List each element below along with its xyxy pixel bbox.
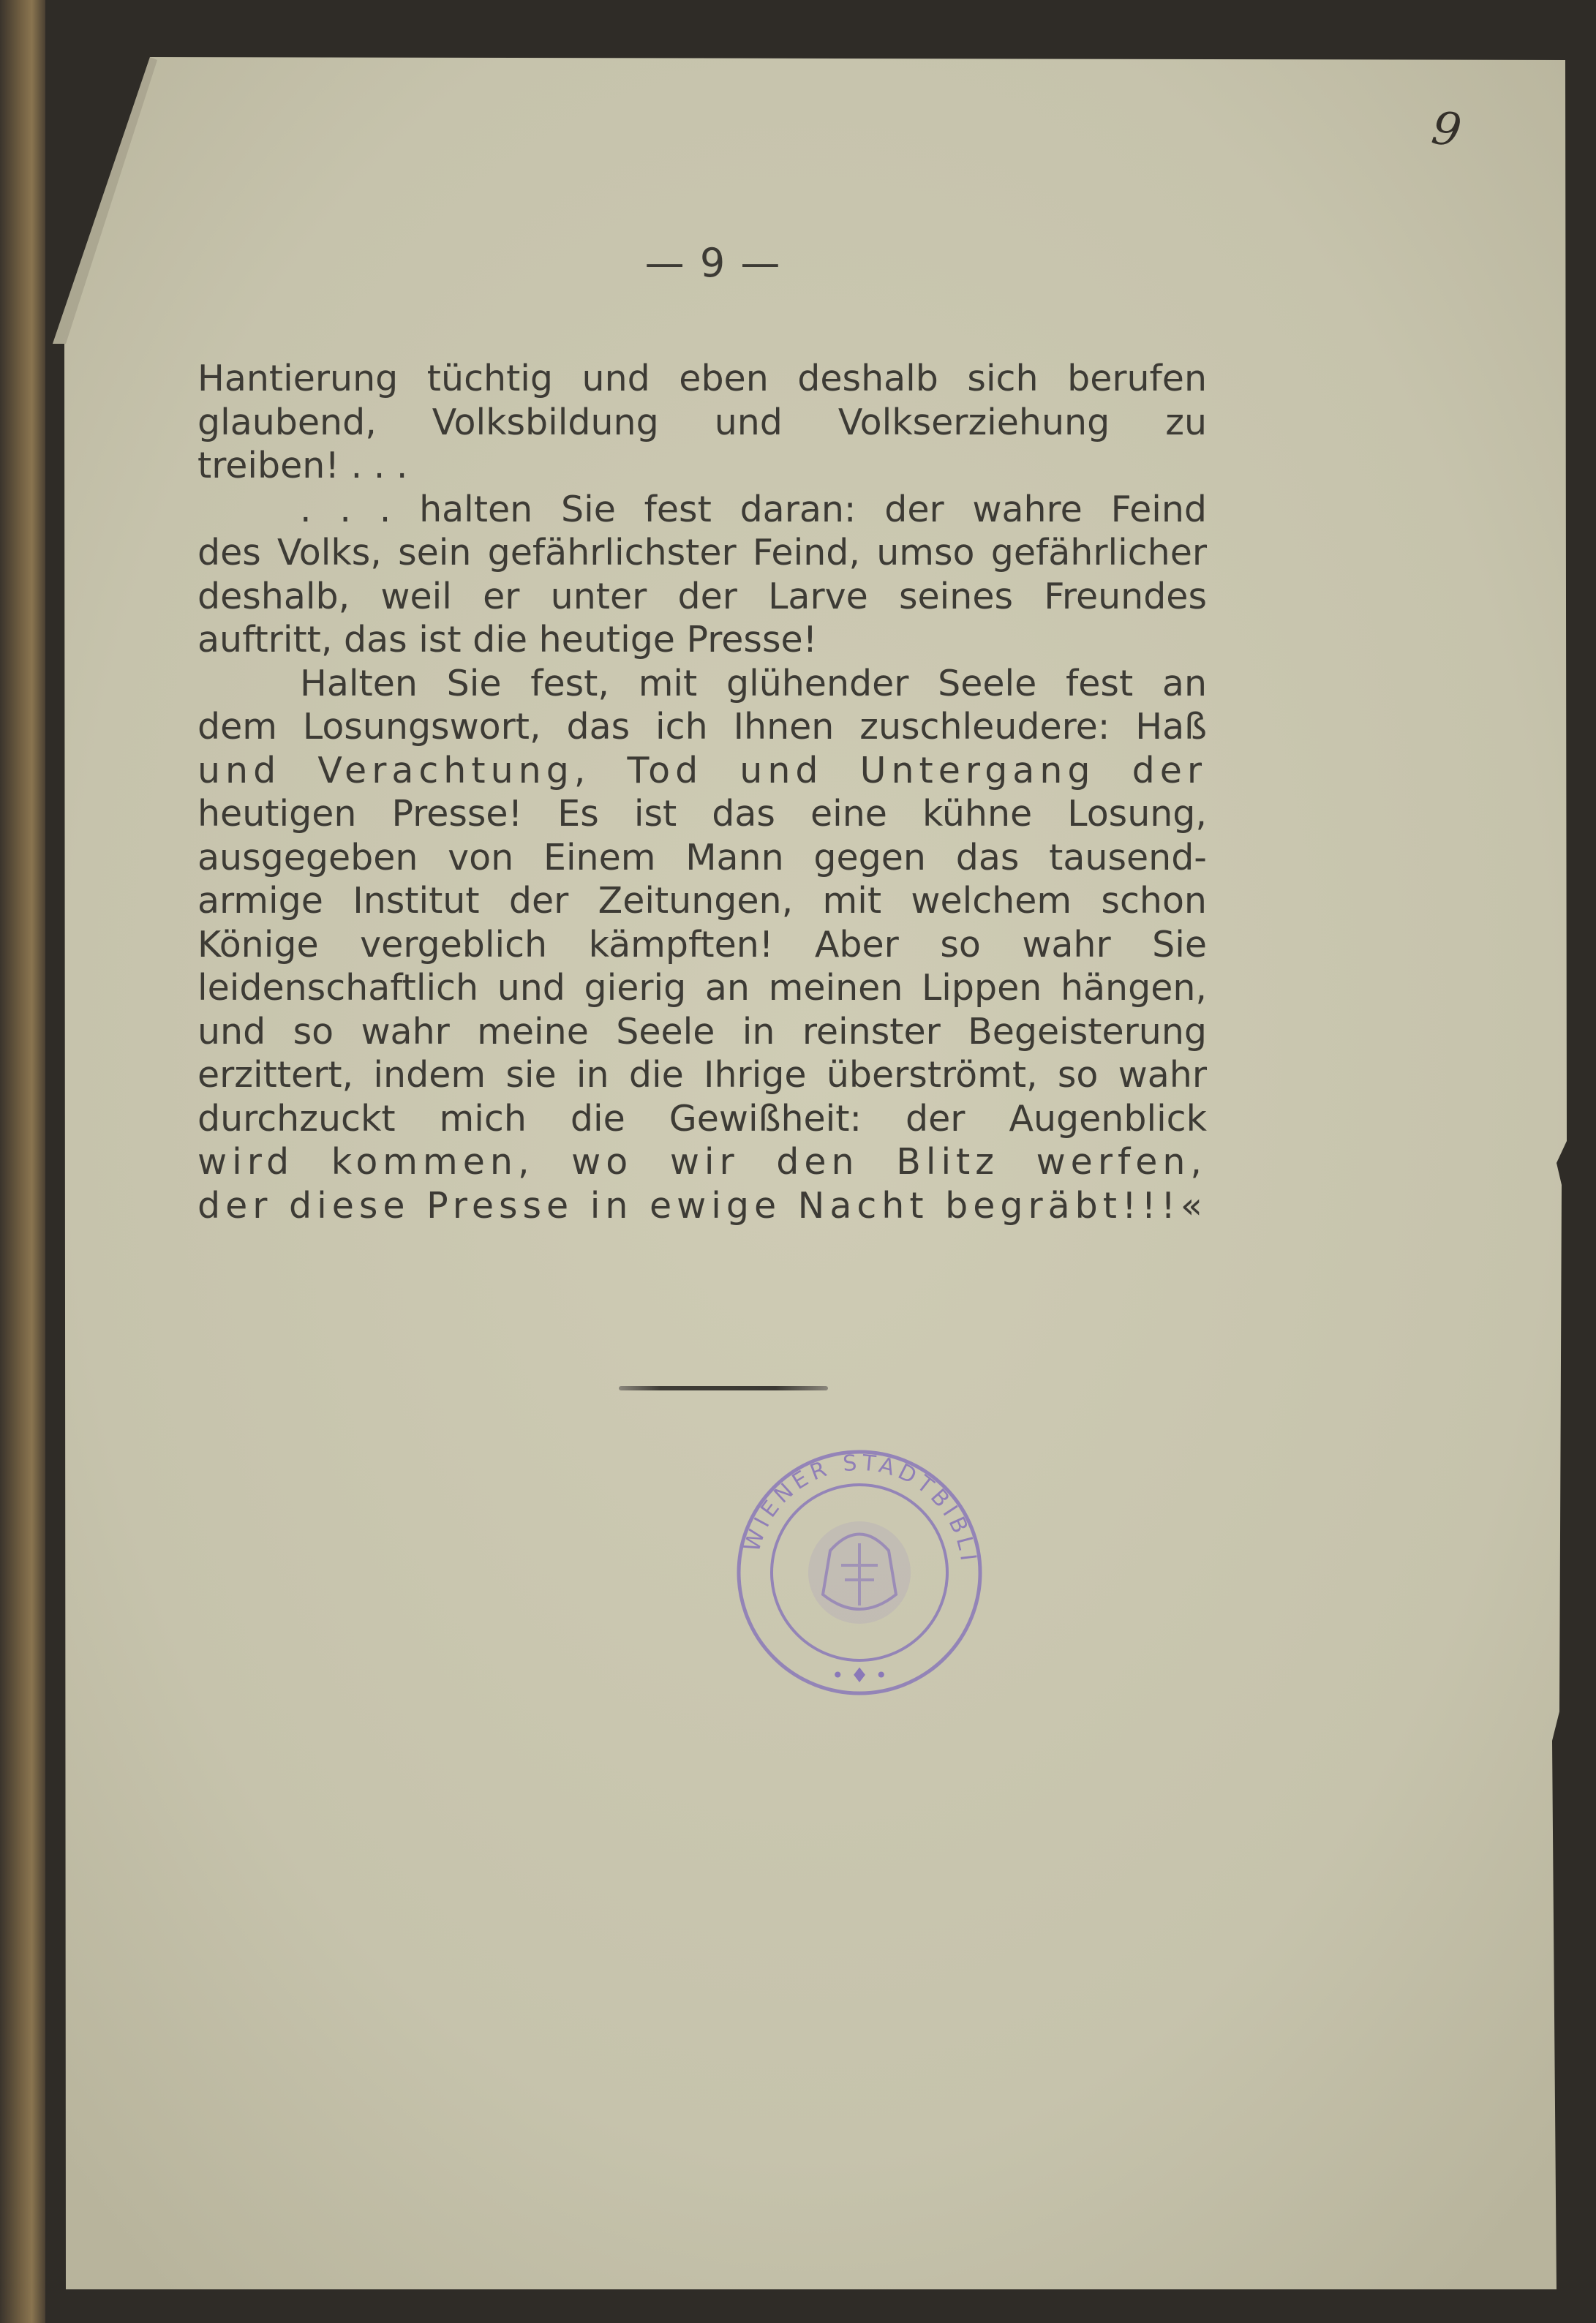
text-line: heutigen Presse! Es ist das eine kühne Losung,	[197, 793, 1207, 835]
page-number: — 9 —	[644, 240, 782, 286]
body-text	[197, 357, 1207, 1227]
text-line: glaubend, Volksbildung und Volkserziehung zu	[197, 401, 1207, 443]
text-line: ausgegeben von Einem Mann gegen das tausend-	[197, 836, 1207, 878]
archive-folio-number: 9	[1429, 100, 1465, 158]
text-line: . . . halten Sie fest daran: der wahre Feind	[300, 488, 1207, 530]
text-line: Hantierung tüchtig und eben deshalb sich berufen	[197, 358, 1207, 399]
stamp-text: WIENER STADTBIBLI	[739, 1450, 982, 1567]
text-line: leidenschaftlich und gierig an meinen Lippen hängen,	[197, 967, 1207, 1009]
text-line: dem Losungswort, das ich Ihnen zuschleudere: Haß	[197, 706, 1207, 748]
text-line: Könige vergeblich kämpften! Aber so wahr Sie	[197, 923, 1207, 965]
text-line: und Verachtung, Tod und Untergang der	[197, 749, 1207, 791]
text-line: deshalb, weil er unter der Larve seines Freundes	[197, 575, 1207, 617]
text-line: der diese Presse in ewige Nacht begräbt!!!«	[197, 1184, 1208, 1227]
text-line: des Volks, sein gefährlichster Feind, umso gefährlicher	[197, 532, 1207, 573]
text-line: auftritt, das ist die heutige Presse!	[197, 619, 818, 660]
text-line: und so wahr meine Seele in reinster Begeisterung	[197, 1010, 1207, 1053]
text-line: wird kommen, wo wir den Blitz werfen,	[197, 1141, 1207, 1183]
text-line: durchzuckt mich die Gewißheit: der Augenblick	[197, 1097, 1207, 1140]
text-line: erzittert, indem sie in die Ihrige überströmt, so wahr	[197, 1054, 1207, 1096]
section-separator-rule	[619, 1386, 828, 1390]
text-line: Halten Sie fest, mit glühender Seele fest an	[300, 662, 1207, 704]
text-line: armige Institut der Zeitungen, mit welchem schon	[197, 880, 1207, 922]
svg-text:• ♦ •: • ♦ •	[832, 1663, 887, 1687]
text-line: treiben! . . .	[197, 445, 408, 486]
